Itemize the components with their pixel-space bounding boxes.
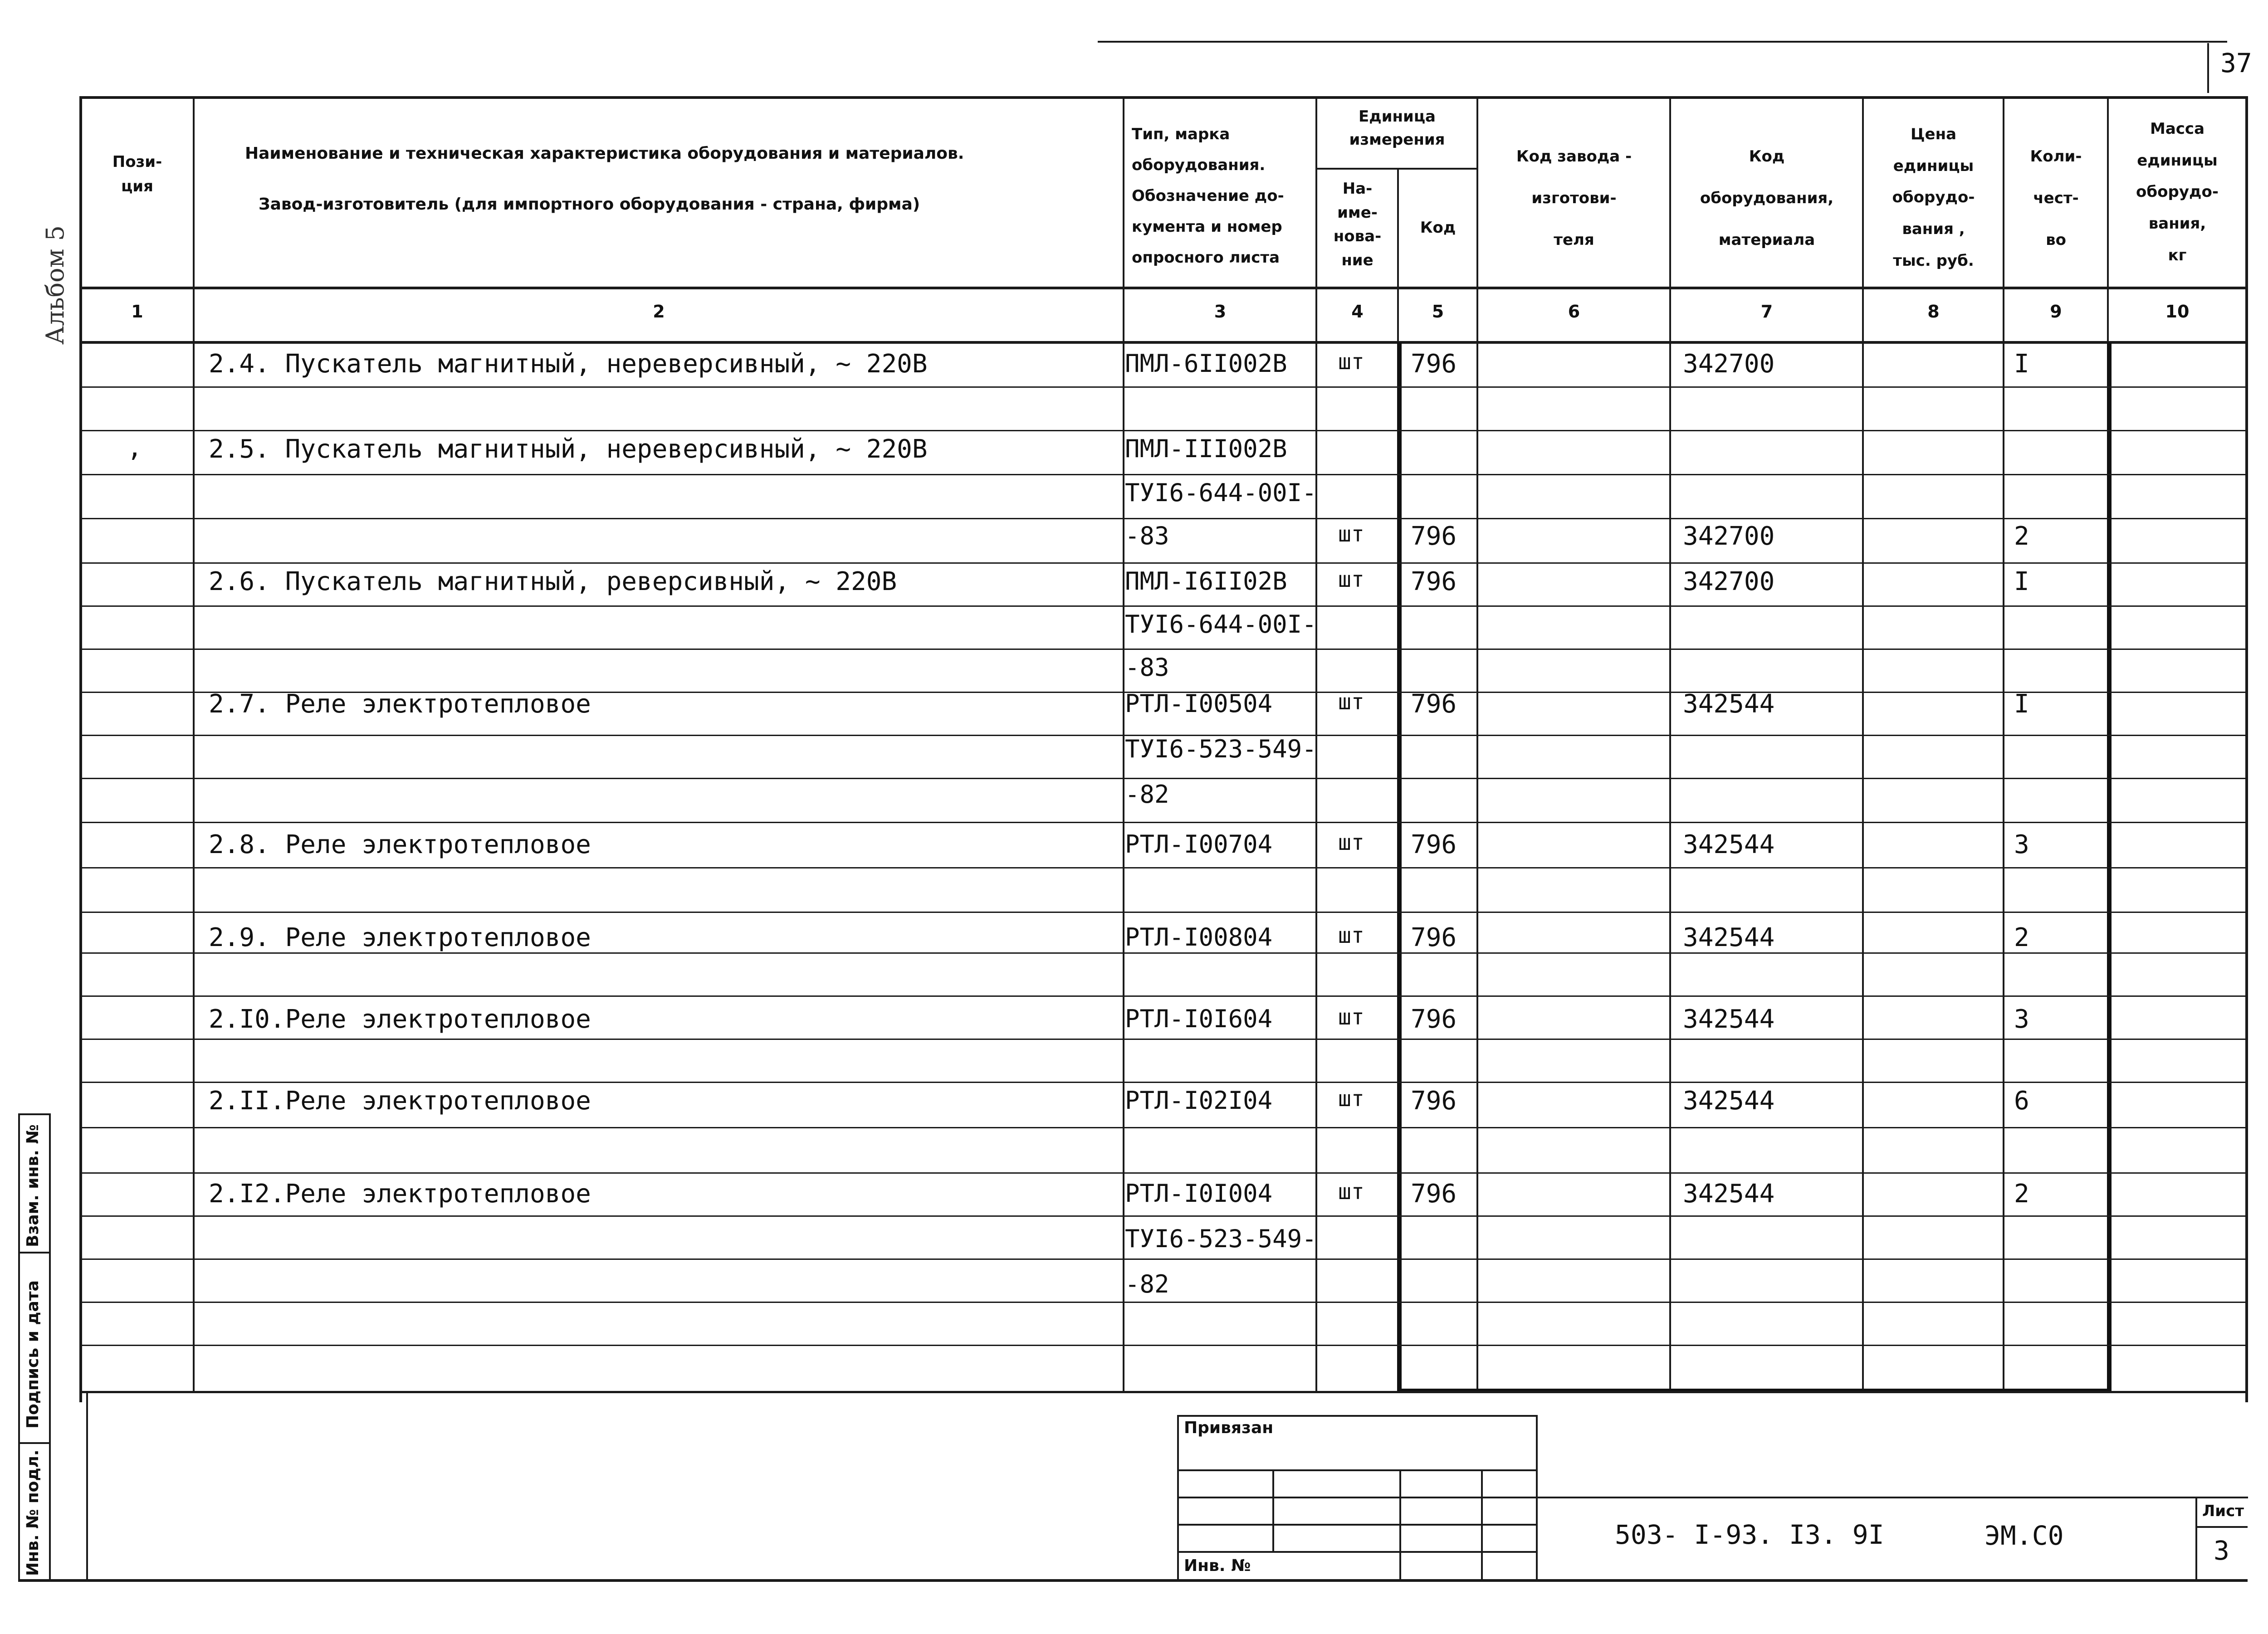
row-material-code: 342700 — [1683, 567, 1775, 596]
row-type: ПМЛ-6II002В — [1125, 349, 1287, 378]
table-right-border — [2245, 96, 2248, 1402]
col-number-10: 10 — [2165, 302, 2190, 322]
tb-col-3 — [1481, 1469, 1483, 1580]
stamp-top-border — [18, 1113, 51, 1115]
tb-top — [1177, 1415, 1538, 1417]
col-number-8: 8 — [1927, 302, 1940, 322]
tb-sheet-left — [2195, 1497, 2197, 1580]
header-position: Пози- ция — [112, 153, 162, 196]
top-rule — [1098, 41, 2227, 43]
row-material-code: 342700 — [1683, 349, 1775, 379]
col-divider-8 — [2003, 96, 2004, 1391]
row-line — [82, 1302, 2248, 1303]
numbers-bottom-border — [79, 341, 2248, 344]
row-line — [82, 778, 2248, 779]
row-type: -83 — [1125, 522, 1169, 550]
col-number-6: 6 — [1568, 302, 1580, 322]
row-type: ТУI6-644-00I- — [1125, 478, 1317, 507]
row-type: -83 — [1125, 653, 1169, 682]
row-line — [82, 1172, 2248, 1174]
row-name: 2.9. Реле электротепловое — [209, 923, 591, 952]
row-line — [82, 474, 2248, 475]
header-unit-name: На- име- нова- ние — [1333, 180, 1382, 270]
row-type: ПМЛ-III002В — [1125, 434, 1287, 463]
row-name: 2.I2.Реле электротепловое — [209, 1179, 591, 1209]
row-quantity: I — [2014, 349, 2029, 379]
row-material-code: 342544 — [1683, 689, 1775, 719]
tb-mark: ЭМ.С0 — [1984, 1520, 2064, 1551]
row-unit: шт — [1338, 1086, 1364, 1112]
tb-sheet-label: Лист — [2202, 1502, 2244, 1520]
row-line — [82, 649, 2248, 650]
row-line — [82, 952, 2248, 954]
row-unit-code: 796 — [1411, 349, 1457, 379]
row-type: РТЛ-I00504 — [1125, 689, 1273, 718]
row-quantity: I — [2014, 567, 2029, 596]
row-line — [82, 822, 2248, 823]
table-left-border — [79, 96, 82, 1402]
header-name-line1: Наименование и техническая характеристика оборудования и материалов. — [245, 144, 964, 163]
page-bottom-border — [18, 1579, 2248, 1582]
row-line — [82, 1082, 2248, 1083]
col-divider-2 — [1123, 96, 1124, 1391]
col-divider-5 — [1476, 96, 1478, 1391]
table-bottom-border — [79, 1391, 2248, 1393]
col-number-2: 2 — [653, 302, 665, 322]
row-line — [82, 912, 2248, 913]
row-material-code: 342544 — [1683, 1086, 1775, 1116]
row-quantity: 2 — [2014, 1179, 2029, 1209]
tb-row-1 — [1177, 1469, 1538, 1471]
stamp-inv-podl: Инв. № подл. — [24, 1449, 42, 1576]
stamp-divider-1 — [18, 1252, 51, 1254]
header-factory-code: Код завода - изготови- теля — [1516, 147, 1632, 249]
col-number-7: 7 — [1760, 302, 1773, 322]
col-divider-7 — [1862, 96, 1864, 1391]
col-number-4: 4 — [1351, 302, 1364, 322]
tb-col-1 — [1272, 1469, 1274, 1551]
tb-sheet-value: 3 — [2214, 1535, 2229, 1566]
row-quantity: 2 — [2014, 923, 2029, 952]
row-type: РТЛ-I00804 — [1125, 923, 1273, 951]
tb-row-3 — [1177, 1524, 1538, 1526]
row-quantity: I — [2014, 689, 2029, 719]
row-unit: шт — [1338, 689, 1364, 715]
col-number-9: 9 — [2050, 302, 2062, 322]
row-line — [82, 562, 2248, 564]
row-type: ТУI6-523-549- — [1125, 1224, 1317, 1253]
row-quantity: 3 — [2014, 1005, 2029, 1034]
row-quantity: 3 — [2014, 830, 2029, 859]
row-unit-code: 796 — [1411, 689, 1457, 719]
row-material-code: 342700 — [1683, 522, 1775, 551]
row-unit-code: 796 — [1411, 567, 1457, 596]
row-type: РТЛ-I00704 — [1125, 830, 1273, 858]
tb-sheet-divider — [2195, 1526, 2248, 1528]
row-type: ПМЛ-I6II02В — [1125, 567, 1287, 595]
row-unit-code: 796 — [1411, 522, 1457, 551]
row-name: 2.I0.Реле электротепловое — [209, 1005, 591, 1034]
row-type: РТЛ-I0I604 — [1125, 1005, 1273, 1033]
sheet-number: 37 — [2220, 48, 2252, 78]
col-number-3: 3 — [1214, 302, 1227, 322]
tb-main-top — [1536, 1497, 2248, 1498]
position-mark: , — [127, 433, 142, 463]
header-bottom-border — [79, 287, 2248, 289]
row-unit: шт — [1338, 567, 1364, 592]
row-unit-code: 796 — [1411, 1005, 1457, 1034]
row-type: ТУI6-523-549- — [1125, 735, 1317, 763]
row-line — [82, 386, 2248, 388]
tb-privyazan: Привязан — [1184, 1419, 1274, 1437]
row-line — [82, 1258, 2248, 1260]
row-unit-code: 796 — [1411, 1086, 1457, 1116]
album-label: Альбом 5 — [41, 225, 69, 345]
header-mass: Масса единицы оборудо- вания, кг — [2136, 120, 2219, 264]
row-unit: шт — [1338, 349, 1364, 375]
stamp-vzam-inv: Взам. инв. № — [24, 1124, 42, 1247]
row-name: 2.7. Реле электротепловое — [209, 689, 591, 719]
row-unit: шт — [1338, 522, 1364, 547]
row-material-code: 342544 — [1683, 923, 1775, 952]
tb-col-2 — [1399, 1469, 1401, 1580]
row-line — [82, 605, 2248, 607]
row-unit-code: 796 — [1411, 830, 1457, 859]
row-type: -82 — [1125, 1270, 1169, 1298]
frame-lower-left — [86, 1391, 88, 1581]
row-unit: шт — [1338, 1005, 1364, 1030]
tb-inv-no: Инв. № — [1184, 1556, 1251, 1575]
row-quantity: 6 — [2014, 1086, 2029, 1116]
tb-row-4 — [1177, 1551, 1538, 1553]
row-material-code: 342544 — [1683, 1179, 1775, 1209]
row-line — [82, 995, 2248, 997]
row-line — [82, 430, 2248, 431]
row-unit-code: 796 — [1411, 1179, 1457, 1209]
row-type: -82 — [1125, 780, 1169, 809]
row-unit: шт — [1338, 1179, 1364, 1205]
stamp-left-border — [18, 1113, 20, 1580]
row-unit-code: 796 — [1411, 923, 1457, 952]
unit-group-divider — [1315, 168, 1478, 170]
header-quantity: Коли- чест- во — [2030, 147, 2082, 249]
header-material-code: Код оборудования, материала — [1700, 147, 1834, 249]
row-name: 2.4. Пускатель магнитный, нереверсивный, ~ 220В — [209, 349, 928, 379]
row-material-code: 342544 — [1683, 1005, 1775, 1034]
col-number-5: 5 — [1432, 302, 1444, 322]
sheet-number-divider — [2207, 43, 2209, 93]
row-name: 2.6. Пускатель магнитный, реверсивный, ~ 220В — [209, 567, 897, 596]
row-line — [82, 1127, 2248, 1128]
header-name-line2: Завод-изготовитель (для импортного оборудования - страна, фирма) — [259, 195, 920, 214]
stamp-podpis-data: Подпись и дата — [24, 1280, 42, 1429]
row-name: 2.8. Реле электротепловое — [209, 830, 591, 859]
row-type: РТЛ-I0I004 — [1125, 1179, 1273, 1208]
row-line — [82, 867, 2248, 868]
header-unit: Единица измерения — [1349, 107, 1445, 149]
table-top-border — [79, 96, 2248, 99]
row-line — [82, 518, 2248, 519]
col-divider-1 — [193, 96, 195, 1391]
row-quantity: 2 — [2014, 522, 2029, 551]
col-divider-6 — [1669, 96, 1671, 1391]
stamp-divider-2 — [18, 1442, 51, 1444]
row-type: ТУI6-644-00I- — [1125, 610, 1317, 639]
stamp-mid-border — [49, 1113, 51, 1580]
header-unit-code: Код — [1420, 219, 1456, 237]
row-unit: шт — [1338, 923, 1364, 948]
row-name: 2.5. Пускатель магнитный, нереверсивный, ~ 220В — [209, 434, 928, 464]
row-line — [82, 1039, 2248, 1040]
row-name: 2.II.Реле электротепловое — [209, 1086, 591, 1116]
col-number-1: 1 — [131, 302, 143, 322]
header-price: Цена единицы оборудо- вания , тыс. руб. — [1892, 125, 1975, 270]
row-unit: шт — [1338, 830, 1364, 855]
tb-row-2 — [1177, 1497, 1538, 1498]
row-line — [82, 1345, 2248, 1346]
header-type: Тип, марка оборудования. Обозначение до- кумента и номер опросного листа — [1132, 125, 1284, 267]
row-material-code: 342544 — [1683, 830, 1775, 859]
row-type: РТЛ-I02I04 — [1125, 1086, 1273, 1115]
row-line — [82, 1215, 2248, 1217]
tb-doc-code: 503- I-93. I3. 9I — [1615, 1519, 1884, 1550]
